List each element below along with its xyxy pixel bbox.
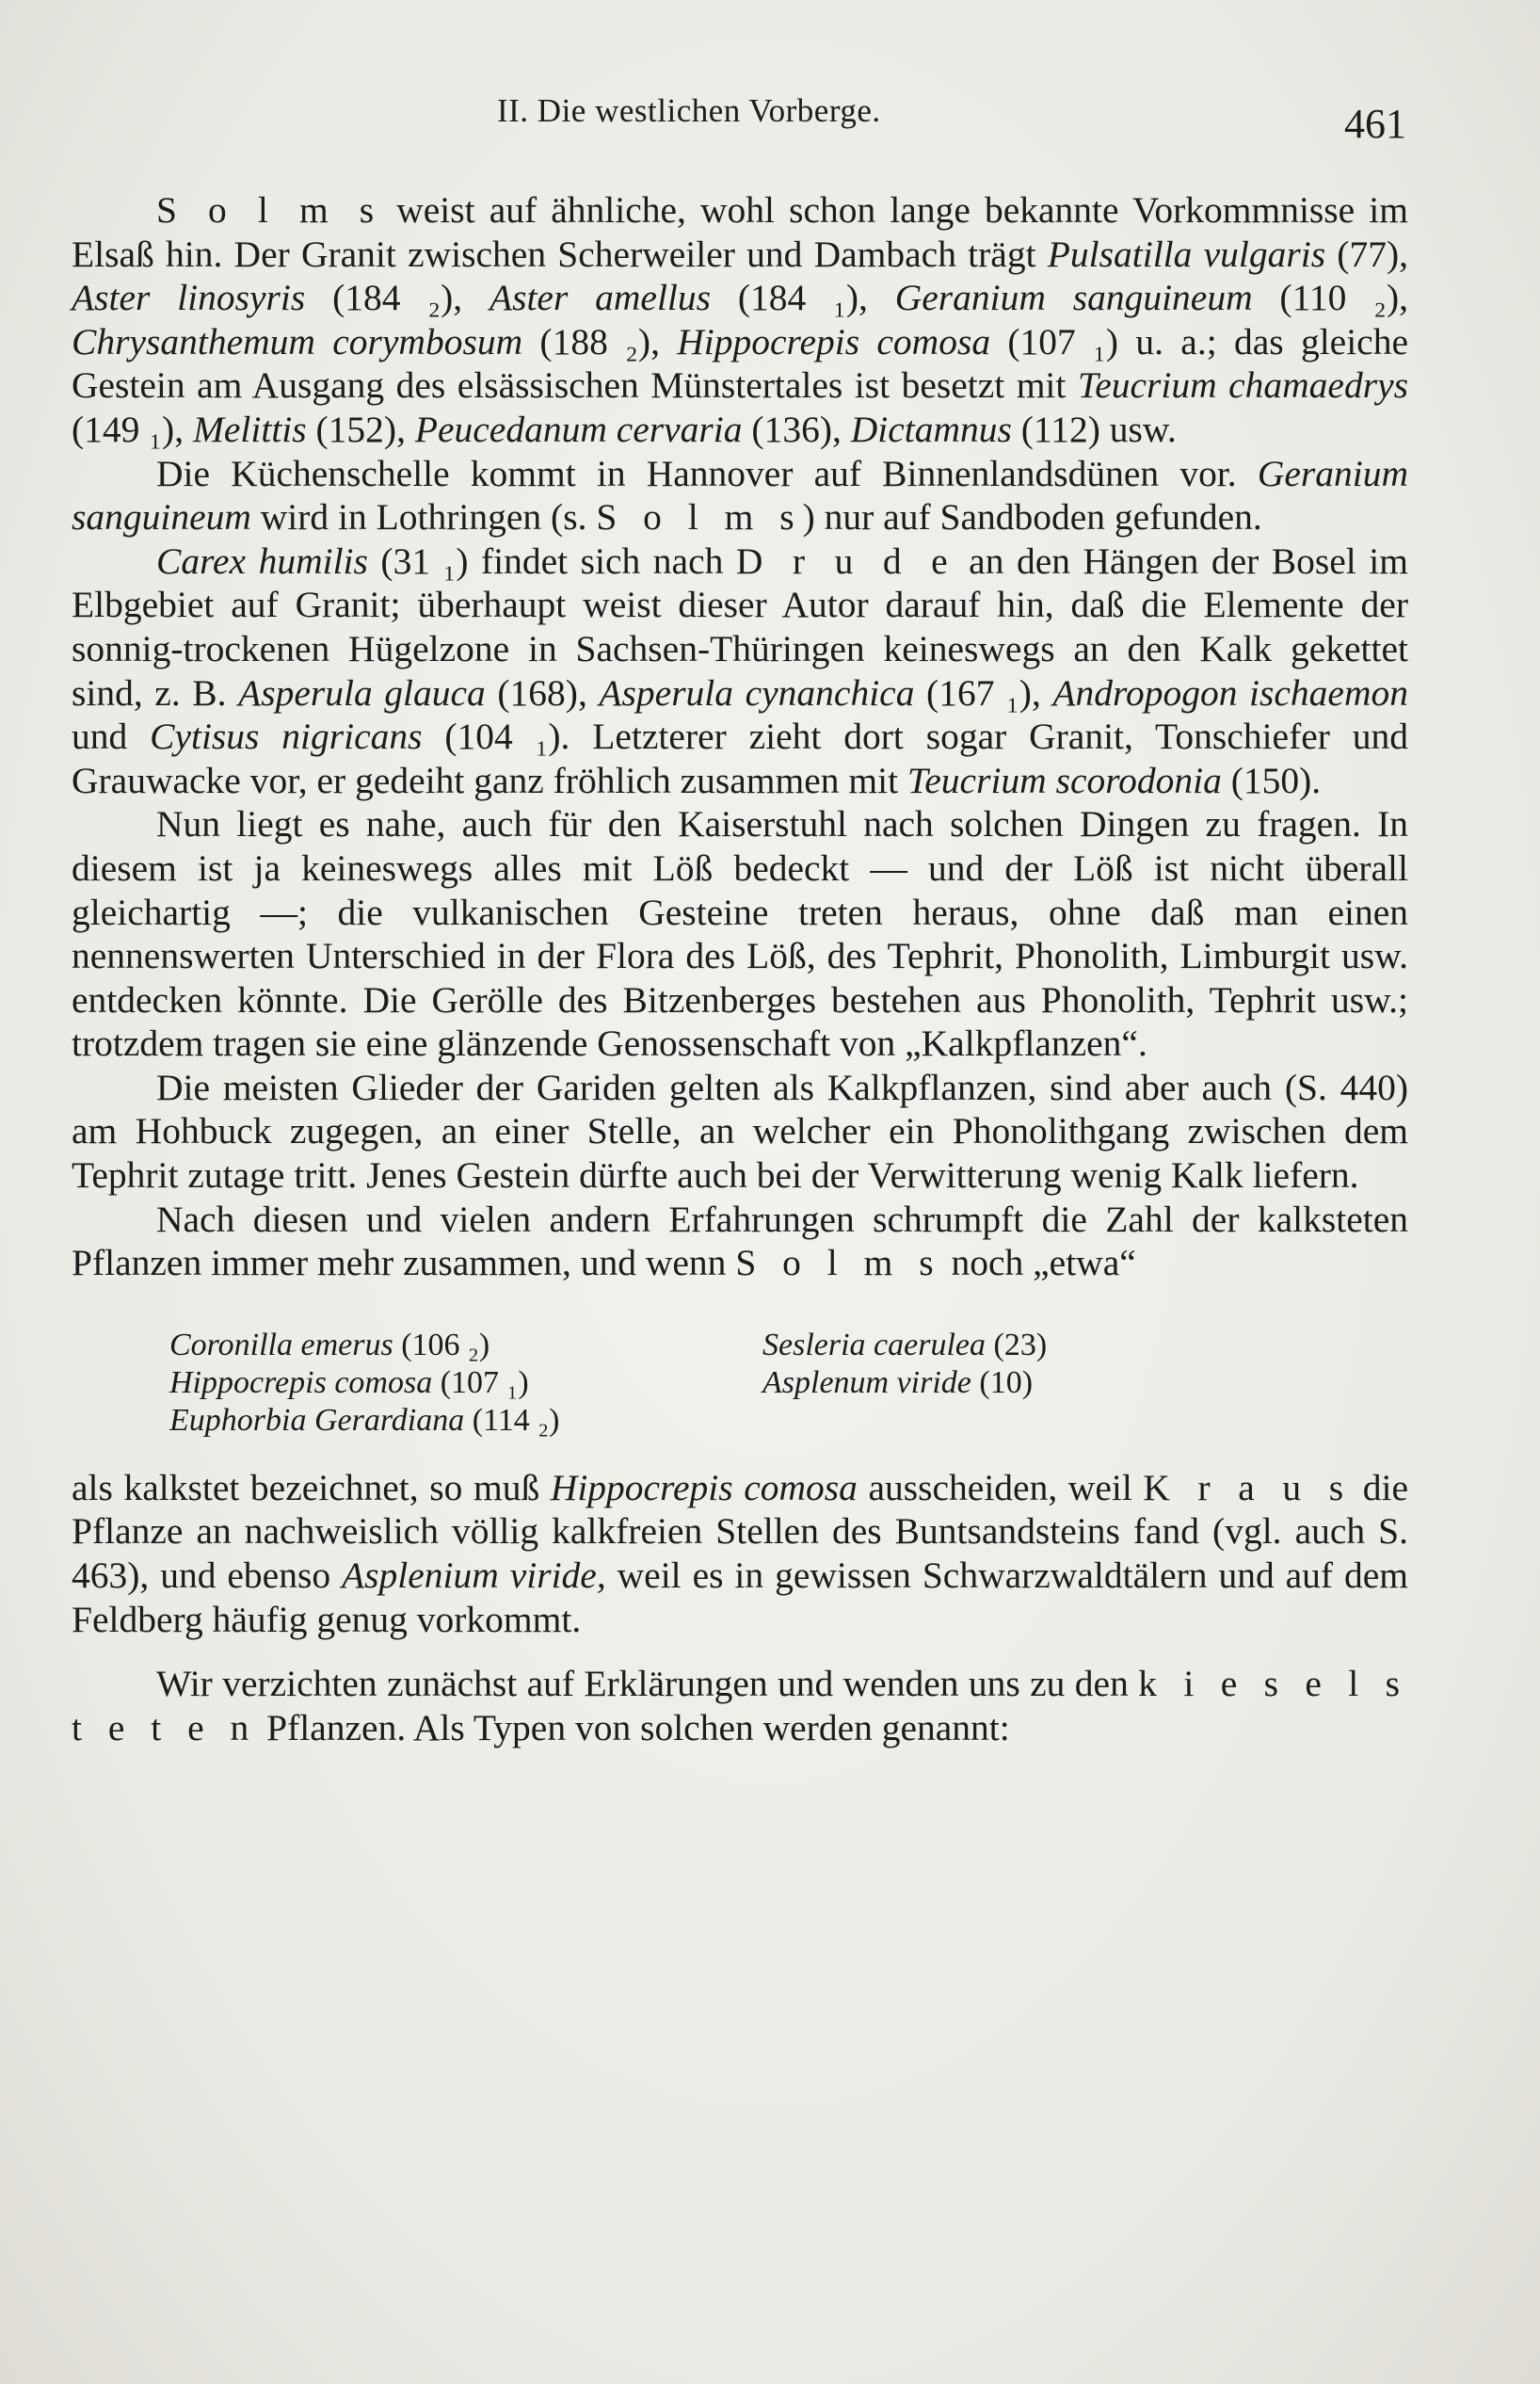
page-number: 461 [1344,101,1406,147]
paragraph-2 [72,452,1408,540]
text-run: weil es in gewissen Schwarzwaldtälern und auf dem Feldberg häufig genug vorkommt. [72,1554,1408,1640]
species-list-item [169,1402,762,1440]
species-name: Hippocrepis comosa [677,320,991,362]
species-name: Aster amellus [489,277,712,319]
species-name: Asperula cynanchica [599,671,915,714]
species-name: Peucedanum cervaria [414,408,743,450]
author-name: S o l m s [596,496,803,539]
species-name: Geranium sanguineum [894,277,1253,319]
text-run: (31 ₁) findet sich nach [367,540,736,582]
species-list-item [762,1364,1252,1402]
species-name: Teucrium scorodonia [906,759,1222,801]
text-run: die Pflanze an nachweislich völlig kalkfreien Stellen des Buntsandsteins fand (vgl. auch S. 463), und ebenso [72,1466,1408,1597]
text-run: (77), [1325,233,1408,275]
text-run: (167 ₁), [914,671,1053,714]
text-run: (107 ₁) u. a.; das gleiche Gestein am Ausgang des elsässischen Münstertales ist besetzt mit [72,320,1408,407]
text-run: als kalkstet bezeichnet, so muß [72,1466,551,1508]
text-run: ) nur auf Sandboden gefunden. [802,496,1262,539]
text-run: Pflanzen. Als Typen von solchen werden genannt: [257,1706,1010,1748]
page-header [0,83,1540,149]
species-name: Dictamnus [850,408,1012,450]
species-name: Teucrium chamaedrys [1077,364,1408,407]
species-ref: (107 ₁) [440,1364,529,1400]
species-list [169,1327,1408,1440]
species-name: Asperula glauca [238,671,486,714]
text-run: (149 ₁), [72,408,193,450]
paragraph-4: Nun liegt es nahe, auch für den Kaiserstuhl nach solchen Dingen zu fragen. In diesem ist ja keineswegs alles mit Löß bedeckt — und der Löß ist nicht überall gleichartig —; die vulkanischen Gesteine treten heraus, ohne daß man einen nennenswerten Unterschied in der Flora des Löß, des Tephrit, Phonolith, Limburgit usw. entdecken könnte. Die Gerölle des Bitzenberges bestehen aus Phonolith, Tephrit usw.; trotzdem tragen sie eine glänzende Genossenschaft von „Kalkpflanzen“. [72,803,1408,1065]
species-name: Carex humilis [156,540,368,582]
text-run: (152), [306,408,415,450]
species-name: Sesleria caerulea [762,1327,986,1362]
species-name: Cytisus nigricans [150,716,423,758]
text-run: (136), [742,408,851,450]
species-name: Aster linosyris [72,277,306,319]
species-name: Andropogon ischaemon [1052,671,1408,714]
species-ref: (114 ₂) [472,1402,560,1438]
species-name: Hippocrepis comosa [169,1364,433,1400]
text-run: Die Küchenschelle kommt in Hannover auf Binnenlandsdünen vor. [156,452,1258,494]
author-name: S o l m s [156,189,383,231]
species-name: Pulsatilla vulgaris [1047,233,1326,275]
text-run: (184 ₁), [711,277,895,319]
text-run: (150). [1221,759,1322,801]
body-text [72,188,1408,1749]
text-run: Wir verzichten zunächst auf Erklärungen und wenden uns zu den [156,1663,1139,1705]
species-name: Euphorbia Gerardiana [169,1402,465,1438]
species-name: Chrysanthemum corymbosum [72,320,523,362]
text-run: (104 ₁). Letzterer zieht dort sogar Granit, Tonschiefer und Grauwacke vor, er gedeiht ganz fröhlich zusammen mit [72,716,1409,801]
species-ref: (10) [979,1364,1034,1400]
text-run: (110 ₂), [1252,277,1408,319]
text-run: Nach diesen und vielen andern Erfahrungen schrumpft die Zahl der kalksteten Pflanzen immer mehr zusammen, und wenn [72,1198,1408,1284]
species-ref: (23) [993,1327,1048,1362]
text-run: weist auf ähnliche, wohl schon lange bekannte Vorkommnisse im Elsaß hin. Der Granit zwischen Scherweiler und Dambach trägt [72,189,1408,275]
species-name: Coronilla emerus [169,1327,393,1362]
text-run: (112) usw. [1011,408,1177,450]
paragraph-3 [72,540,1408,803]
text-run: ausscheiden, weil [857,1466,1144,1508]
author-name: K r a u s [1143,1466,1353,1508]
text-run: noch „etwa“ [941,1242,1136,1284]
paragraph-1 [72,188,1408,452]
species-list-item [169,1364,762,1402]
text-run: (188 ₂), [522,320,678,362]
text-run: (184 ₂), [305,277,489,319]
species-list-item [169,1327,762,1364]
species-ref: (106 ₂) [401,1327,490,1362]
spaced-term: k i e s e l s t e t e n [72,1663,1408,1748]
paragraph-5: Die meisten Glieder der Gariden gelten als Kalkpflanzen, sind aber auch (S. 440) am Hohbuck zugegen, an einer Stelle, an welcher ein Phonolithgang zwischen dem Tephrit zutage tritt. Jenes Gestein dürfte auch bei der Verwitterung wenig Kalk liefern. [72,1066,1408,1197]
author-name: S o l m s [735,1242,942,1284]
paragraph-7 [72,1466,1408,1641]
paragraph-6 [72,1198,1408,1285]
species-name: Asplenum viride [762,1364,971,1400]
species-name: Geranium sanguineum [72,452,1408,539]
running-head: II. Die westlichen Vorberge. [497,92,881,129]
species-name: Hippocrepis comosa [550,1466,858,1508]
text-run: und [72,716,151,758]
species-name: Melittis [192,408,307,450]
paragraph-8 [72,1662,1408,1749]
text-run: (168), [485,671,600,714]
text-run: wird in Lothringen (s. [250,496,597,539]
species-name: Asplenium viride, [342,1554,606,1597]
author-name: D r u d e [735,540,956,582]
species-list-item [762,1327,1252,1364]
text-run: an den Hängen der Bosel im Elbgebiet auf Granit; überhaupt weist dieser Autor darauf hin, daß die Elemente der sonnig-trockenen Hügelzone in Sachsen-Thüringen keineswegs an den Kalk gekettet sind, z. B. [72,540,1408,714]
